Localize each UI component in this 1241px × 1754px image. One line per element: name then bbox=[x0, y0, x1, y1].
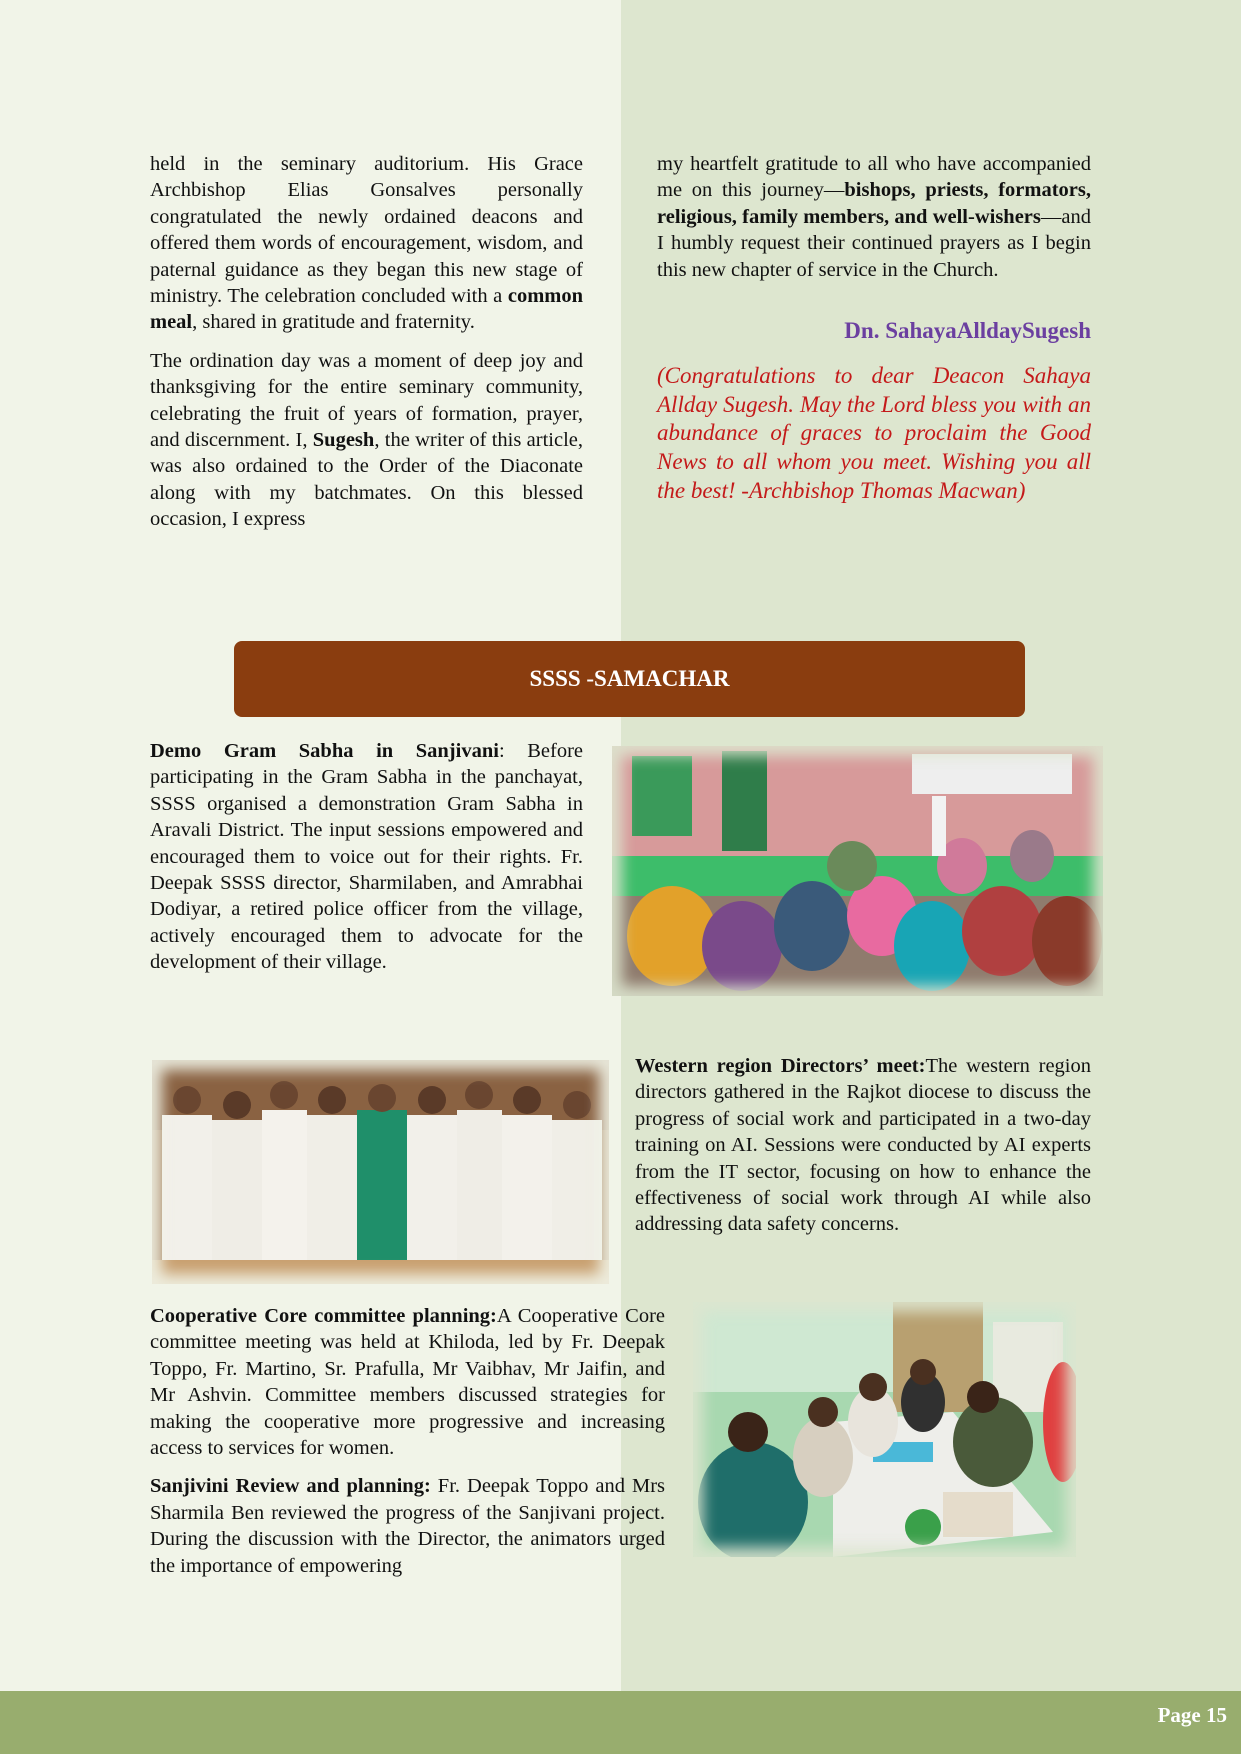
news-title: Cooperative Core committee planning: bbox=[150, 1305, 497, 1327]
page-number: Page 15 bbox=[1157, 1703, 1227, 1727]
news-body: A Cooperative Core committee meeting was held at Khiloda, led by Fr. Deepak Toppo, Fr. Martino, Sr. Prafulla, Mr Vaibhav, Mr Jaifin, and Mr Ashvin. Committee members discussed strategies for making the cooperative more progressive and increasing access to services for women. bbox=[150, 1305, 666, 1460]
section-banner bbox=[234, 641, 1025, 717]
news-body: The western region directors gathered in the Rajkot diocese to discuss the progress of social work and participated in a two-day training on AI. Sessions were conducted by AI experts from the IT sector, focusing on how to enhance the effectiveness of social work through AI while also addressing data safety concerns. bbox=[635, 1055, 1092, 1236]
news-directors-meet bbox=[635, 1053, 1091, 1238]
article-column-left bbox=[150, 151, 583, 533]
photo-directors-meet bbox=[152, 1060, 609, 1284]
page-footer bbox=[0, 1691, 1241, 1754]
news-title: Demo Gram Sabha in Sanjivani bbox=[150, 740, 499, 762]
news-body: : Before participating in the Gram Sabha in the panchayat, SSSS organised a demonstration Gram Sabha in Aravali District. The input sessions empowered and encouraged them to voice out for their rights. Fr. Deepak SSSS director, Sharmilaben, and Amrabhai Dodiyar, a retired police officer from the village, actively encouraged them to advocate for the development of their village. bbox=[150, 740, 583, 974]
directors-meet-image bbox=[152, 1060, 609, 1284]
news-title: Sanjivini Review and planning: bbox=[150, 1475, 431, 1498]
news-column-bottom bbox=[150, 1303, 665, 1579]
news-cooperative bbox=[150, 1303, 665, 1461]
author-signature: Dn. SahayaAlldaySugesh bbox=[844, 318, 1091, 343]
gram-sabha-image bbox=[612, 746, 1103, 996]
section-title: SSSS -SAMACHAR bbox=[529, 666, 730, 691]
cooperative-meeting-image bbox=[693, 1302, 1076, 1557]
article-paragraph: The ordination day was a moment of deep joy and thanksgiving for the entire seminary community, celebrating the fruit of years of formation, prayer, and discernment. I, Sugesh, the writer of this article, was also ordained to the Order of the Diaconate along with my batchmates. On this blessed occasion, I express bbox=[150, 349, 583, 531]
news-title: Western region Directors’ meet: bbox=[635, 1055, 926, 1077]
photo-cooperative-meeting bbox=[693, 1302, 1076, 1557]
news-sanjivini bbox=[150, 1473, 665, 1579]
news-gram-sabha bbox=[150, 738, 583, 976]
archbishop-quote: (Congratulations to dear Deacon Sahaya Allday Sugesh. May the Lord bless you with an abundance of graces to proclaim the Good News to all whom you meet. Wishing you all the best! -Archbishop Thomas Macwan) bbox=[657, 363, 1091, 503]
article-column-right bbox=[657, 151, 1091, 283]
article-paragraph: my heartfelt gratitude to all who have accompanied me on this journey—bishops, priests, formators, religious, family members, and well-wishers—and I humbly request their continued prayers as I begin this new chapter of service in the Church. bbox=[657, 153, 1091, 281]
news-body: Fr. Deepak Toppo and Mrs Sharmila Ben reviewed the progress of the Sanjivani project. During the discussion with the Director, the animators urged the importance of empowering bbox=[150, 1475, 665, 1577]
photo-gram-sabha bbox=[612, 746, 1103, 996]
article-paragraph: held in the seminary auditorium. His Grace Archbishop Elias Gonsalves personally congratulated the newly ordained deacons and offered them words of encouragement, wisdom, and paternal guidance as they began this new stage of ministry. The celebration concluded with a common meal, shared in gratitude and fraternity. bbox=[150, 153, 583, 334]
